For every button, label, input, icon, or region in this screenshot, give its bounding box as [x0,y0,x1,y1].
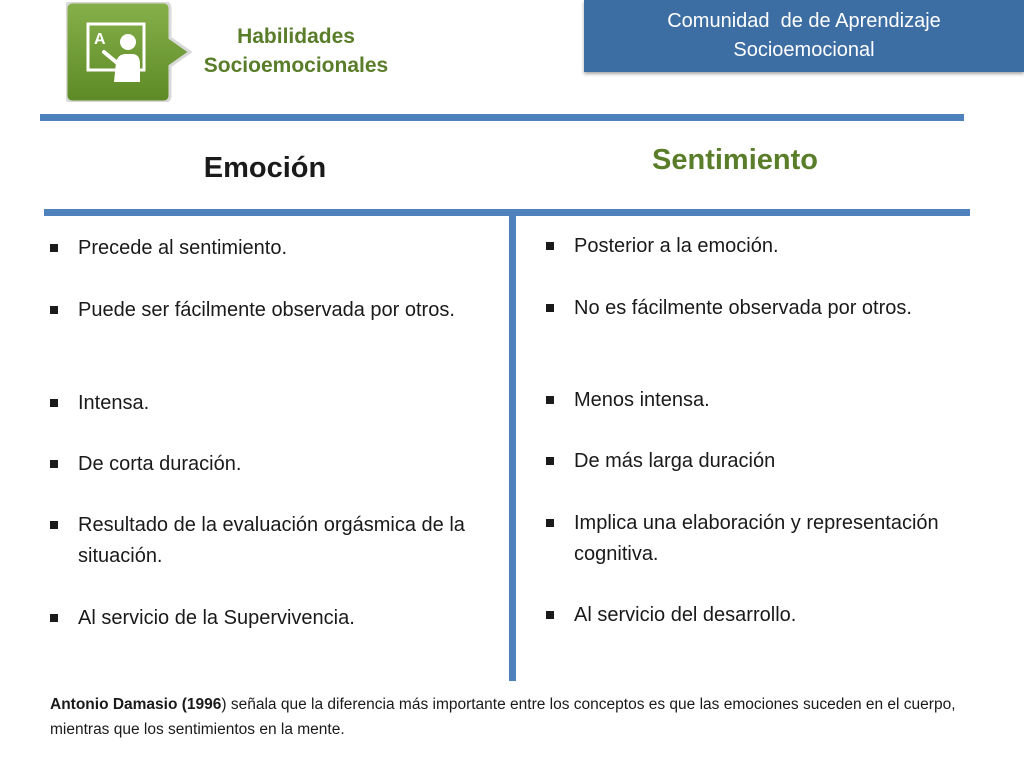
heading-emocion: Emoción [203,152,327,184]
banner-line1: Comunidad de de Aprendizaje [667,10,941,32]
list-item-text: Puede ser fácilmente observada por otros. [78,299,455,321]
bullet-icon [50,460,58,468]
bullet-icon [50,399,58,407]
list-item [44,295,488,326]
list-item [540,600,1014,631]
heading-sentimiento: Sentimiento [652,144,818,176]
logo [66,2,192,102]
column-divider [509,216,516,681]
list-item [44,388,488,419]
footnote-author: Antonio Damasio (1996 [50,696,222,713]
logo-title-line2: Socioemocionales [203,54,389,77]
list-item-text: Al servicio del desarrollo. [574,604,797,626]
list-item-text: Resultado de la evaluación orgásmica de la situación. [78,514,465,567]
svg-text:A: A [94,31,106,48]
bullet-icon [546,304,554,312]
bullet-icon [546,242,554,250]
list-item-text: Menos intensa. [574,389,710,411]
list-item [44,603,488,634]
list-item [540,508,1014,570]
list-item-text: De corta duración. [78,453,242,475]
list-item-text: Implica una elaboración y representación cognitiva. [574,512,939,565]
header-banner [584,0,1024,72]
teacher-board-icon [66,2,192,102]
list-item [540,293,1014,324]
list-item-text: Al servicio de la Supervivencia. [78,607,355,629]
bullet-icon [546,611,554,619]
list-item-text: Posterior a la emoción. [574,235,779,257]
list-item-text: De más larga duración [574,450,776,472]
list-item-text: Precede al sentimiento. [78,237,288,259]
list-item [540,385,1014,416]
bullet-icon [50,306,58,314]
list-item [44,449,488,480]
bullet-icon [546,396,554,404]
logo-title-line1: Habilidades [237,25,355,48]
footnote [50,692,1000,742]
list-item [44,233,488,264]
bullet-icon [50,244,58,252]
banner-line2: Socioemocional [733,39,875,61]
list-item [540,446,1014,477]
top-divider [40,114,964,121]
bullet-icon [50,614,58,622]
list-item-text: No es fácilmente observada por otros. [574,297,912,319]
heading-divider [44,209,970,216]
list-item [44,510,488,572]
logo-title [196,22,396,80]
list-item-text: Intensa. [78,392,150,414]
bullet-icon [546,519,554,527]
footnote-text: ) señala que la diferencia más importante entre los conceptos es que las emociones suceden en el cuerpo, mientras que los sentimientos en la mente. [50,696,956,738]
bullet-icon [546,457,554,465]
bullet-icon [50,521,58,529]
list-item [540,231,1014,262]
